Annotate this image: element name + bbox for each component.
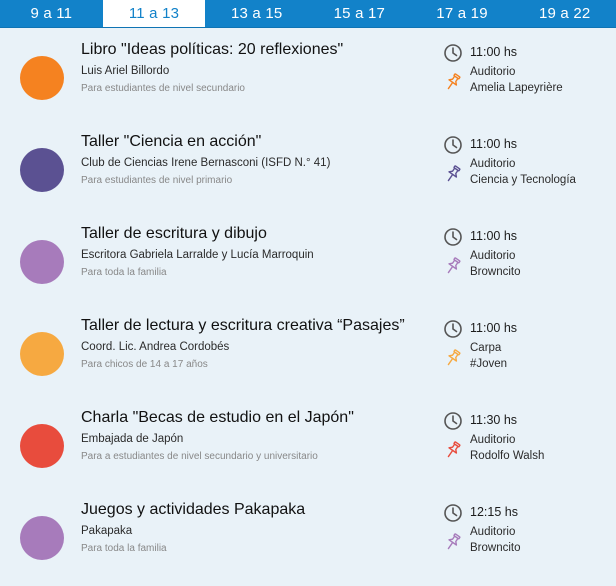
event-title: Libro "Ideas políticas: 20 reflexiones" [81, 41, 344, 58]
event-time: 11:00 hs [470, 45, 518, 59]
event-organizer: Escritora Gabriela Larralde y Lucía Marroquin [81, 249, 314, 261]
tab-time-range[interactable]: 19 a 22 [538, 5, 591, 22]
clock-icon [443, 43, 463, 63]
event-audience: Para estudiantes de nivel secundario [81, 83, 245, 94]
pushpin-icon [443, 532, 463, 552]
event-title: Juegos y actividades Pakapaka [81, 501, 306, 518]
event-item[interactable] [0, 488, 616, 580]
tab-time-range[interactable]: 9 a 11 [30, 5, 73, 22]
event-title: Taller de lectura y escritura creativa “Pasajes” [81, 317, 405, 334]
clock-icon [443, 503, 463, 523]
event-time: 11:00 hs [470, 229, 518, 243]
clock-icon [443, 227, 463, 247]
event-place-name: #Joven [470, 358, 508, 370]
event-organizer: Club de Ciencias Irene Bernasconi (ISFD N.° 41) [81, 157, 331, 169]
event-place: Auditorio [470, 158, 516, 170]
tab-time-range[interactable]: 13 a 15 [230, 5, 283, 22]
clock-icon [443, 135, 463, 155]
clock-icon [443, 319, 463, 339]
pushpin-icon [443, 256, 463, 276]
event-audience: Para toda la familia [81, 267, 167, 278]
event-color-dot [20, 516, 64, 560]
event-title: Charla "Becas de estudio en el Japón" [81, 409, 354, 426]
event-time: 11:00 hs [470, 137, 518, 151]
event-time: 12:15 hs [470, 505, 518, 519]
event-item[interactable] [0, 28, 616, 120]
tab-time-range[interactable]: 17 a 19 [436, 5, 488, 22]
event-audience: Para estudiantes de nivel primario [81, 175, 233, 186]
event-color-dot [20, 424, 64, 468]
event-organizer: Coord. Lic. Andrea Cordobés [81, 341, 230, 353]
event-color-dot [20, 56, 64, 100]
event-item[interactable] [0, 304, 616, 396]
event-place: Auditorio [470, 434, 516, 446]
clock-icon [443, 411, 463, 431]
event-time: 11:30 hs [470, 413, 518, 427]
pushpin-icon [443, 348, 463, 368]
event-color-dot [20, 332, 64, 376]
event-audience: Para toda la familia [81, 543, 167, 554]
event-place: Auditorio [470, 250, 516, 262]
event-place-name: Ciencia y Tecnología [470, 174, 576, 186]
event-place-name: Browncito [470, 542, 521, 554]
event-list [0, 28, 616, 580]
event-color-dot [20, 240, 64, 284]
event-color-dot [20, 148, 64, 192]
time-range-tabs [0, 0, 616, 28]
event-place: Carpa [470, 342, 502, 354]
event-item[interactable] [0, 396, 616, 488]
event-place-name: Amelia Lapeyrière [470, 82, 563, 94]
event-audience: Para chicos de 14 a 17 años [81, 359, 208, 370]
event-organizer: Pakapaka [81, 525, 133, 537]
pushpin-icon [443, 440, 463, 460]
event-title: Taller de escritura y dibujo [81, 225, 267, 242]
event-audience: Para a estudiantes de nivel secundario y universitario [81, 451, 318, 462]
pushpin-icon [443, 164, 463, 184]
event-place: Auditorio [470, 66, 516, 78]
event-organizer: Luis Ariel Billordo [81, 65, 170, 77]
tab-time-range[interactable]: 11 a 13 [103, 0, 206, 27]
event-place: Auditorio [470, 526, 516, 538]
event-item[interactable] [0, 120, 616, 212]
pushpin-icon [443, 72, 463, 92]
event-place-name: Rodolfo Walsh [470, 450, 545, 462]
event-organizer: Embajada de Japón [81, 433, 184, 445]
event-time: 11:00 hs [470, 321, 518, 335]
event-title: Taller "Ciencia en acción" [81, 133, 262, 150]
event-place-name: Browncito [470, 266, 521, 278]
event-item[interactable] [0, 212, 616, 304]
tab-time-range[interactable]: 15 a 17 [333, 5, 386, 22]
